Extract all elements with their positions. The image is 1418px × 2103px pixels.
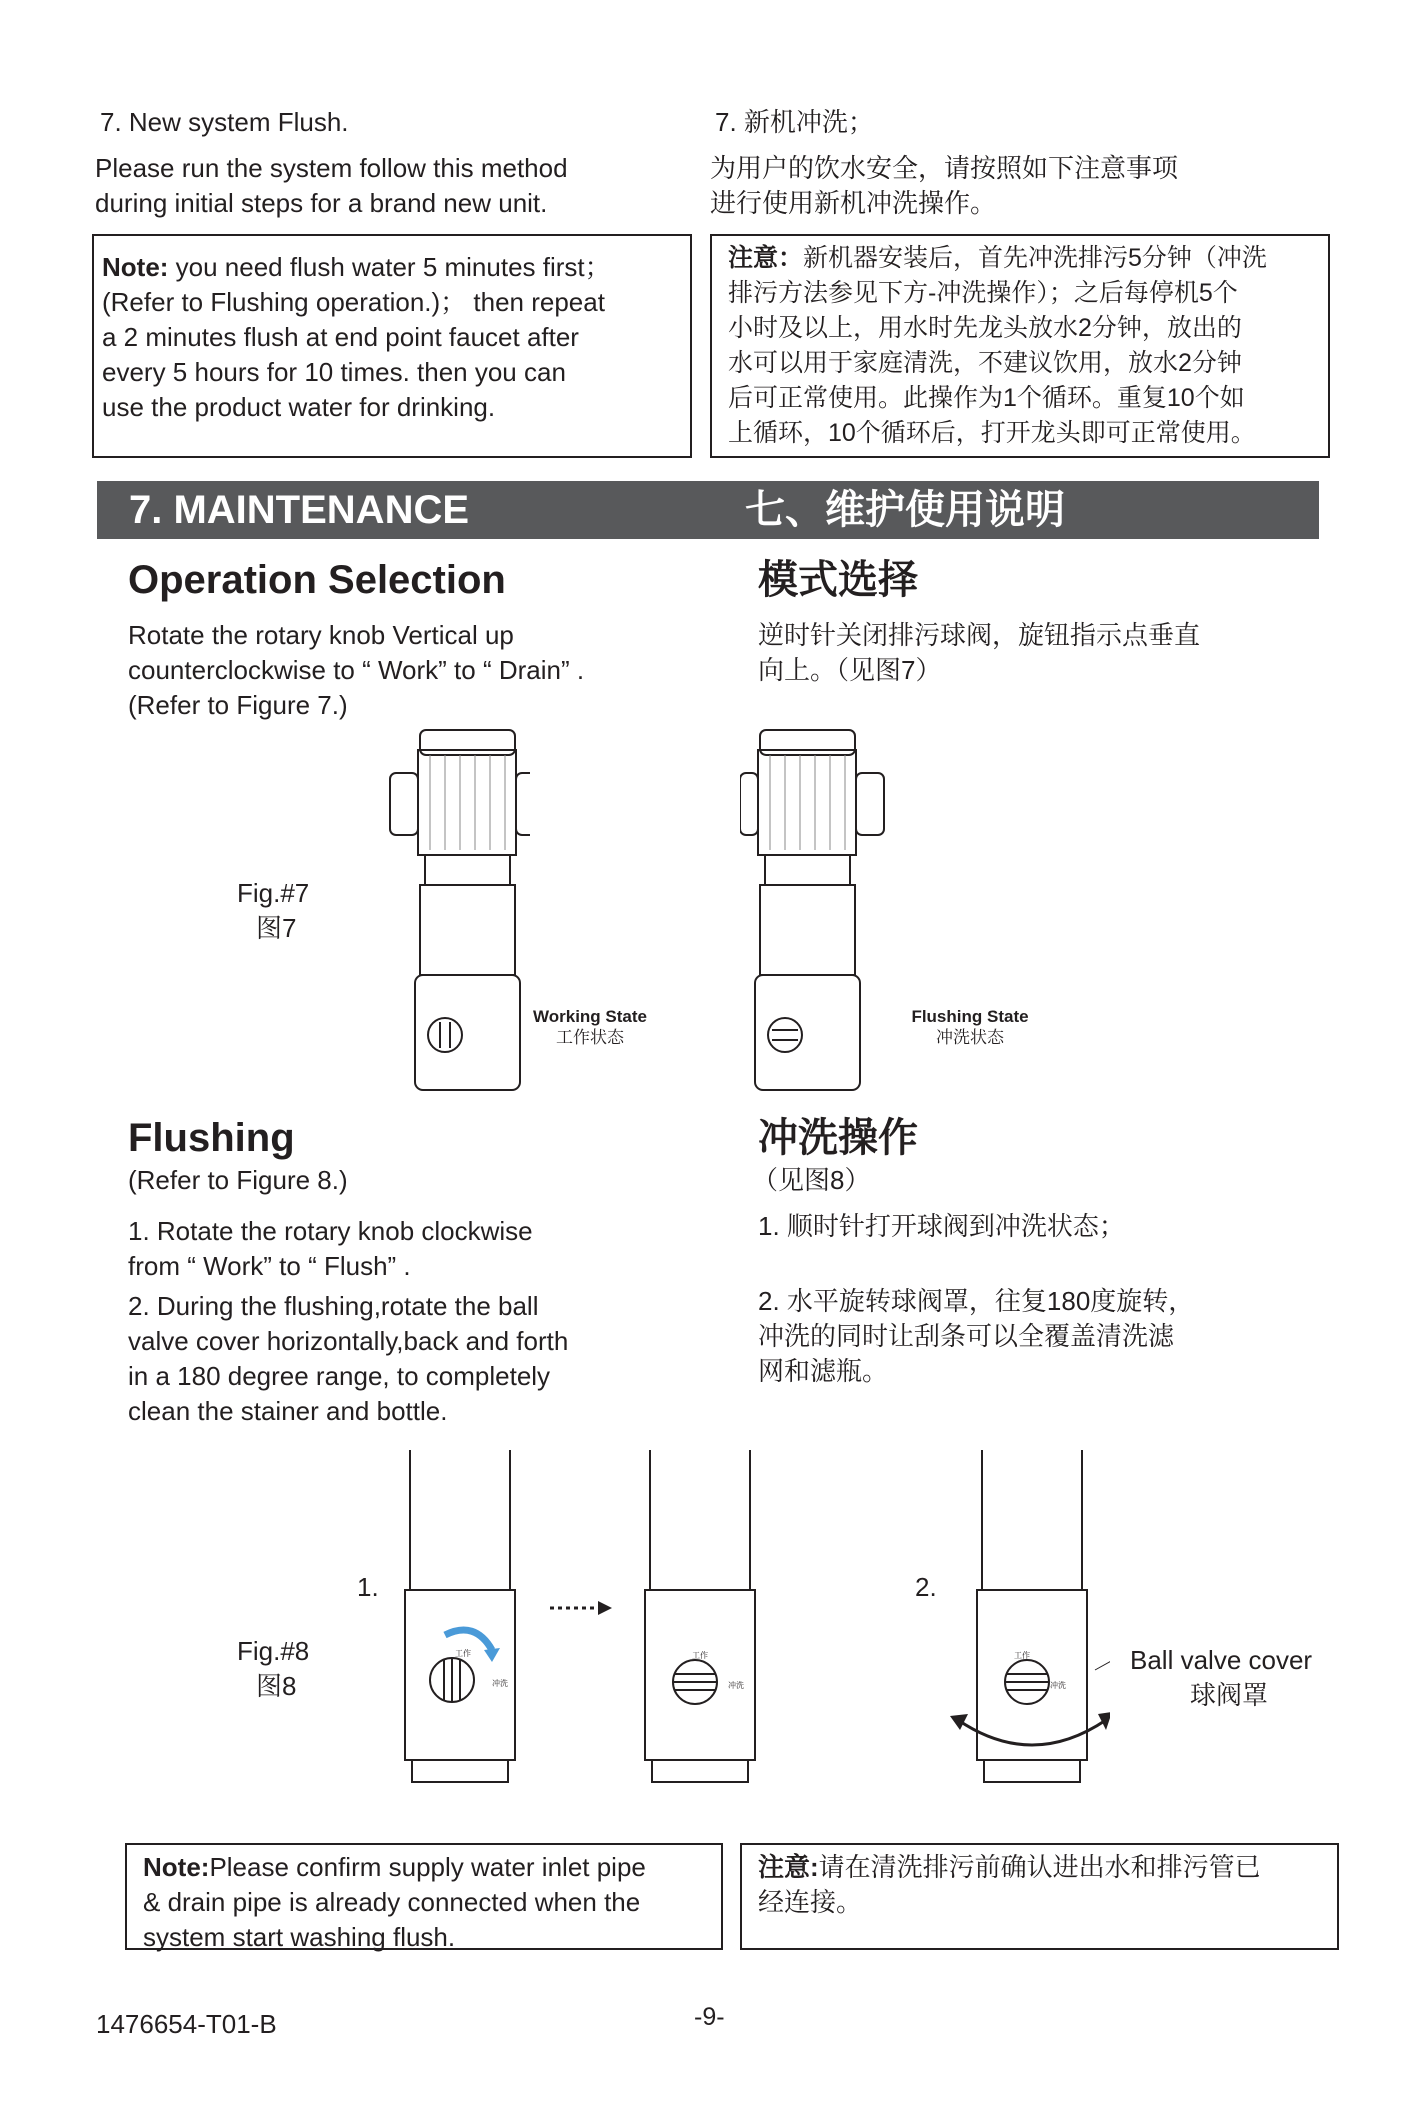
flushing-step2-en: clean the stainer and bottle. (128, 1396, 448, 1426)
bottom-note-en-line: & drain pipe is already connected when the (143, 1887, 641, 1917)
operation-line-zh: 向上。（见图7） (758, 655, 942, 685)
new-flush-line2-en: during initial steps for a brand new unit. (95, 188, 548, 218)
new-flush-line2-zh: 进行使用新机冲洗操作。 (710, 188, 997, 218)
flushing-ref-zh: （见图8） (752, 1165, 871, 1195)
flushing-step2-en: 2. During the flushing,rotate the ball (128, 1291, 539, 1321)
operation-line-en: counterclockwise to “ Work” to “ Drain” . (128, 655, 585, 685)
bottom-note-box-zh (740, 1843, 1339, 1950)
working-state-en: Working State (533, 1007, 647, 1026)
section-title-en: 7. MAINTENANCE (129, 488, 470, 532)
page-number: -9- (694, 2003, 725, 2031)
note-en-line: use the product water for drinking. (102, 392, 496, 422)
flushing-step1-en: 1. Rotate the rotary knob clockwise (128, 1216, 533, 1246)
flushing-step2-zh: 2. 水平旋转球阀罩，往复180度旋转， (758, 1286, 1195, 1316)
fig7-label-en: Fig.#7 (237, 878, 310, 908)
document-code: 1476654-T01-B (96, 2009, 277, 2039)
bottom-note-en-line: system start washing flush. (143, 1922, 456, 1952)
flushing-state-zh: 冲洗状态 (936, 1028, 1004, 1047)
fig8-label-en: Fig.#8 (237, 1636, 310, 1666)
note-zh-line: 上循环，10个循环后，打开龙头即可正常使用。 (728, 419, 1256, 447)
bottom-note-zh-line: 注意:请在清洗排污前确认进出水和排污管已 (758, 1852, 1261, 1882)
note-zh-line: 小时及以上，用水时先龙头放水2分钟，放出的 (728, 314, 1242, 342)
flushing-step1-en: from “ Work” to “ Flush” . (128, 1251, 411, 1281)
knob-work-label: 工作 (455, 1649, 471, 1658)
ball-valve-rotation-illustration (950, 1450, 1110, 1790)
note-zh-line: 注意：新机器安装后，首先冲洗排污5分钟（冲洗 (728, 244, 1267, 272)
flushing-ref-en: (Refer to Figure 8.) (128, 1165, 348, 1195)
flushing-step2-en: valve cover horizontally,back and forth (128, 1326, 569, 1356)
operation-line-en: (Refer to Figure 7.) (128, 690, 348, 720)
new-flush-line1-zh: 为用户的饮水安全，请按照如下注意事项 (710, 153, 1179, 183)
flushing-step1-zh: 1. 顺时针打开球阀到冲洗状态； (758, 1211, 1125, 1241)
knob-work-label: 工作 (692, 1651, 708, 1660)
flushing-step2-zh: 冲洗的同时让刮条可以全覆盖清洗滤 (758, 1321, 1175, 1351)
flush-step1-knob-illustration (400, 1450, 520, 1790)
step-number-2: 2. (915, 1572, 937, 1602)
fig7-label-zh: 图7 (256, 913, 297, 943)
new-flush-heading-zh: 7. 新机冲洗； (715, 107, 874, 137)
section-title-zh: 七、维护使用说明 (745, 488, 1065, 532)
knob-flush-label: 冲洗 (728, 1681, 744, 1690)
knob-flush-label: 冲洗 (492, 1679, 508, 1688)
working-state-zh: 工作状态 (556, 1028, 624, 1047)
note-en-line: (Refer to Flushing operation.)； then repeat (102, 287, 605, 317)
ball-valve-cover-zh: 球阀罩 (1190, 1680, 1269, 1710)
note-zh-line: 排污方法参见下方-冲洗操作）；之后每停机5个 (728, 279, 1238, 307)
filter-working-state-illustration (370, 725, 530, 1100)
new-flush-line1-en: Please run the system follow this method (95, 153, 568, 183)
next-step-arrow-icon (550, 1598, 615, 1618)
bottom-note-zh-line: 经连接。 (758, 1887, 863, 1917)
flush-state-knob-illustration (640, 1450, 760, 1790)
operation-line-zh: 逆时针关闭排污球阀，旋钮指示点垂直 (758, 620, 1201, 650)
maintenance-section-bar (97, 481, 1319, 539)
flushing-title-zh: 冲洗操作 (758, 1116, 918, 1160)
note-box-en (92, 234, 692, 458)
fig8-label-zh: 图8 (256, 1671, 297, 1701)
step-number-1: 1. (357, 1572, 379, 1602)
flushing-state-en: Flushing State (911, 1007, 1029, 1026)
note-zh-line: 水可以用于家庭清洗，不建议饮用，放水2分钟 (728, 349, 1242, 377)
flushing-step2-zh: 网和滤瓶。 (758, 1356, 889, 1386)
note-box-zh (710, 234, 1330, 458)
operation-title-en: Operation Selection (128, 558, 506, 602)
bottom-note-en-line: Note:Please confirm supply water inlet pipe (143, 1852, 646, 1882)
operation-line-en: Rotate the rotary knob Vertical up (128, 620, 514, 650)
bottom-note-box-en (125, 1843, 723, 1950)
note-en-line: every 5 hours for 10 times. then you can (102, 357, 566, 387)
flushing-title-en: Flushing (128, 1116, 295, 1160)
ball-valve-cover-en: Ball valve cover (1130, 1645, 1313, 1675)
filter-flushing-state-illustration (740, 725, 900, 1100)
note-en-line: a 2 minutes flush at end point faucet after (102, 322, 579, 352)
knob-flush-label: 冲洗 (1050, 1681, 1066, 1690)
new-flush-heading-en: 7. New system Flush. (100, 107, 349, 137)
note-en-line: Note: you need flush water 5 minutes first； (102, 252, 611, 282)
flushing-step2-en: in a 180 degree range, to completely (128, 1361, 551, 1391)
knob-work-label: 工作 (1014, 1651, 1030, 1660)
note-zh-line: 后可正常使用。此操作为1个循环。重复10个如 (728, 384, 1245, 412)
operation-title-zh: 模式选择 (758, 558, 918, 602)
